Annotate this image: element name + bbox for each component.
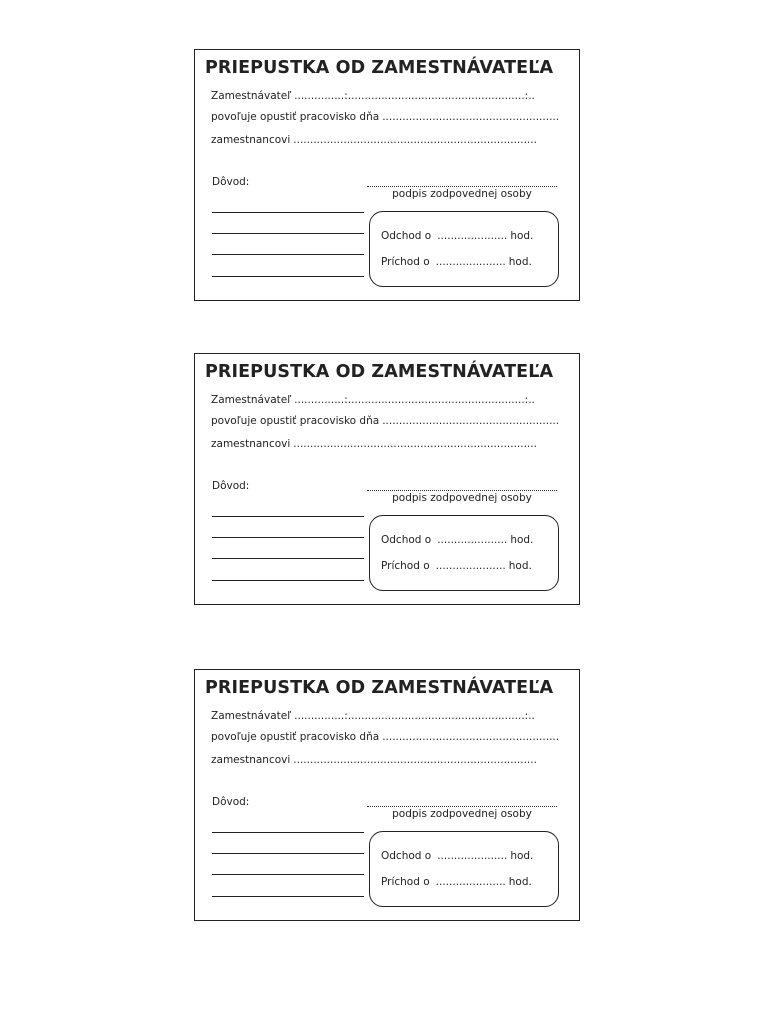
arrival-row	[381, 256, 532, 268]
pass-slip-1	[194, 49, 580, 301]
employer-label: Zamestnávateľ	[211, 710, 292, 722]
reason-line[interactable]	[212, 276, 364, 277]
reason-line[interactable]	[212, 233, 364, 234]
employee-label: zamestnancovi	[211, 438, 291, 450]
hour-label: hod.	[510, 850, 534, 862]
signature-line[interactable]	[367, 490, 557, 491]
arrival-label: Príchod o	[381, 876, 430, 888]
reason-line[interactable]	[212, 832, 364, 833]
employer-field	[211, 710, 535, 722]
reason-label: Dôvod:	[212, 796, 250, 808]
departure-blank[interactable]: .....................	[437, 850, 508, 862]
employee-field	[211, 438, 537, 450]
reason-line[interactable]	[212, 580, 364, 581]
signature-line[interactable]	[367, 806, 557, 807]
slip-title: PRIEPUSTKA OD ZAMESTNÁVATEĽA	[205, 678, 554, 698]
employee-label: zamestnancovi	[211, 754, 291, 766]
departure-row	[381, 850, 533, 862]
hour-label: hod.	[508, 560, 532, 572]
arrival-blank[interactable]: .....................	[435, 876, 506, 888]
slip-title: PRIEPUSTKA OD ZAMESTNÁVATEĽA	[205, 58, 554, 78]
date-blank[interactable]: .....................................................	[382, 731, 560, 743]
date-blank[interactable]: .....................................................	[382, 111, 560, 123]
date-field	[211, 731, 559, 743]
pass-slip-2	[194, 353, 580, 605]
time-box	[369, 515, 559, 591]
employee-field	[211, 134, 537, 146]
employee-field	[211, 754, 537, 766]
signature-label: podpis zodpovednej osoby	[392, 188, 532, 200]
employer-field	[211, 90, 535, 102]
arrival-label: Príchod o	[381, 560, 430, 572]
departure-label: Odchod o	[381, 534, 432, 546]
signature-label: podpis zodpovednej osoby	[392, 808, 532, 820]
departure-blank[interactable]: .....................	[437, 534, 508, 546]
employee-label: zamestnancovi	[211, 134, 291, 146]
employer-label: Zamestnávateľ	[211, 394, 292, 406]
permits-label: povoľuje opustiť pracovisko dňa	[211, 111, 380, 123]
employer-blank[interactable]: ...............:.....................................................:..	[294, 394, 535, 406]
employer-blank[interactable]: ...............:.....................................................:..	[294, 710, 535, 722]
reason-line[interactable]	[212, 516, 364, 517]
reason-line[interactable]	[212, 896, 364, 897]
hour-label: hod.	[510, 230, 534, 242]
arrival-row	[381, 560, 532, 572]
departure-blank[interactable]: .....................	[437, 230, 508, 242]
permits-label: povoľuje opustiť pracovisko dňa	[211, 731, 380, 743]
slip-title: PRIEPUSTKA OD ZAMESTNÁVATEĽA	[205, 362, 554, 382]
hour-label: hod.	[508, 876, 532, 888]
employee-blank[interactable]: .........................................................................	[293, 754, 537, 766]
permits-label: povoľuje opustiť pracovisko dňa	[211, 415, 380, 427]
departure-label: Odchod o	[381, 230, 432, 242]
reason-line[interactable]	[212, 212, 364, 213]
arrival-label: Príchod o	[381, 256, 430, 268]
date-field	[211, 111, 559, 123]
hour-label: hod.	[508, 256, 532, 268]
reason-line[interactable]	[212, 558, 364, 559]
employee-blank[interactable]: .........................................................................	[293, 438, 537, 450]
signature-line[interactable]	[367, 186, 557, 187]
reason-label: Dôvod:	[212, 480, 250, 492]
employer-label: Zamestnávateľ	[211, 90, 292, 102]
reason-line[interactable]	[212, 254, 364, 255]
departure-row	[381, 230, 533, 242]
pass-slip-3	[194, 669, 580, 921]
signature-label: podpis zodpovednej osoby	[392, 492, 532, 504]
hour-label: hod.	[510, 534, 534, 546]
employer-blank[interactable]: ...............:.....................................................:..	[294, 90, 535, 102]
employee-blank[interactable]: .........................................................................	[293, 134, 537, 146]
reason-line[interactable]	[212, 853, 364, 854]
arrival-blank[interactable]: .....................	[435, 256, 506, 268]
arrival-blank[interactable]: .....................	[435, 560, 506, 572]
departure-row	[381, 534, 533, 546]
departure-label: Odchod o	[381, 850, 432, 862]
employer-field	[211, 394, 535, 406]
reason-line[interactable]	[212, 874, 364, 875]
time-box	[369, 211, 559, 287]
date-blank[interactable]: .....................................................	[382, 415, 560, 427]
time-box	[369, 831, 559, 907]
reason-label: Dôvod:	[212, 176, 250, 188]
date-field	[211, 415, 559, 427]
arrival-row	[381, 876, 532, 888]
reason-line[interactable]	[212, 537, 364, 538]
